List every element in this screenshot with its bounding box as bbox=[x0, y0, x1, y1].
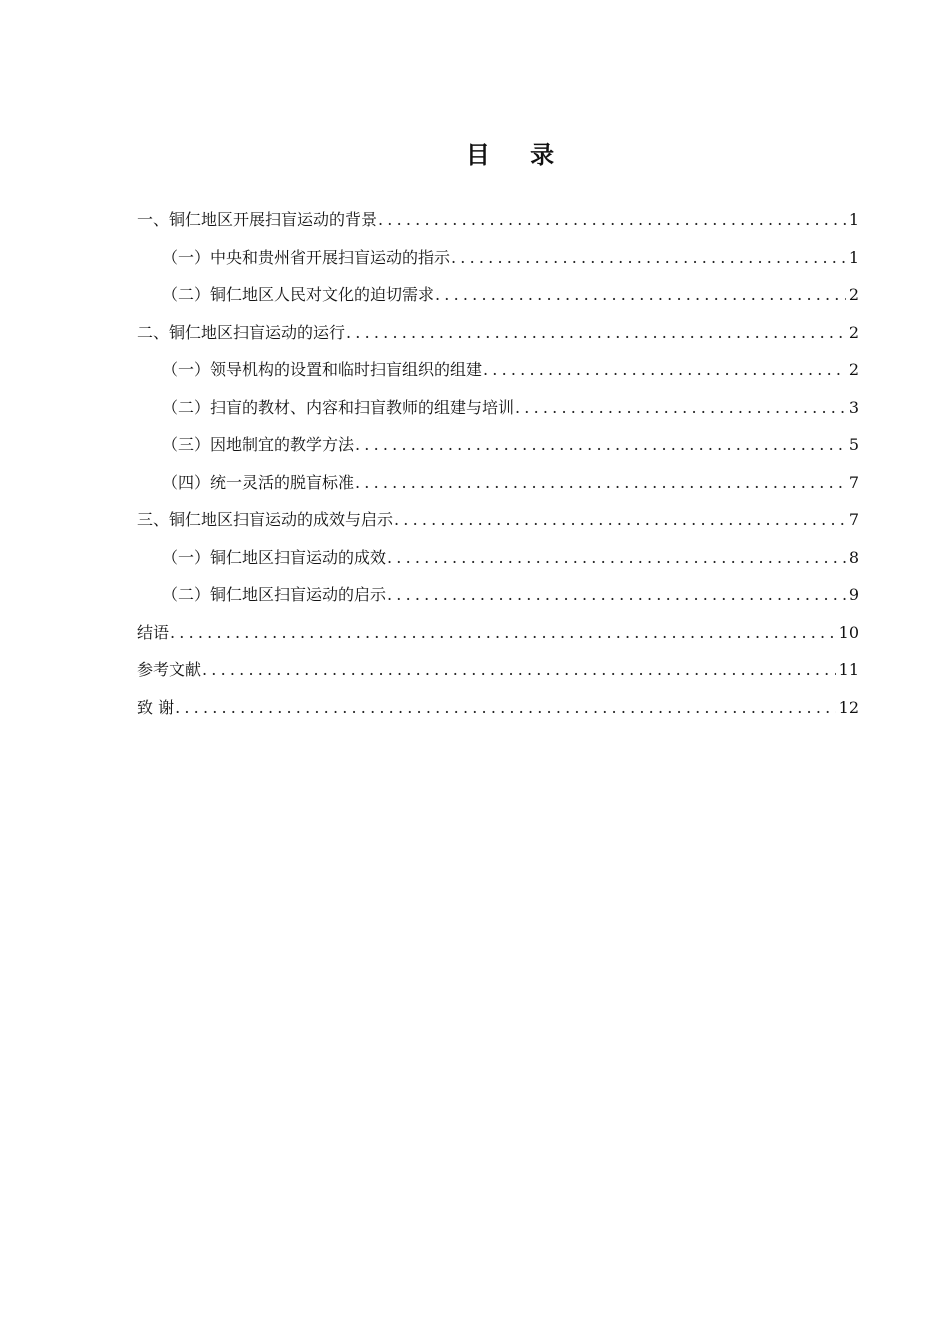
toc-entry[interactable] bbox=[137, 426, 859, 464]
toc-entry[interactable] bbox=[137, 464, 859, 502]
toc-page-number: 12 bbox=[838, 697, 859, 717]
toc-entry-title: （一）中央和贵州省开展扫盲运动的指示 bbox=[162, 247, 451, 267]
toc-entry[interactable] bbox=[137, 689, 859, 727]
toc-dot-leader bbox=[435, 276, 846, 314]
toc-entry-title: 参考文献 bbox=[137, 660, 202, 679]
toc-entry-title: （一）领导机构的设置和临时扫盲组织的组建 bbox=[162, 360, 483, 379]
toc-page-number: 1 bbox=[848, 247, 859, 267]
page-title: 目 录 bbox=[465, 141, 571, 169]
toc-dot-leader bbox=[387, 576, 846, 614]
toc-entry-title: （二）铜仁地区扫盲运动的启示 bbox=[162, 585, 387, 604]
toc-dot-leader bbox=[170, 614, 836, 652]
toc-page-number: 7 bbox=[848, 472, 859, 492]
toc-dot-leader bbox=[483, 351, 846, 389]
toc-page-number: 5 bbox=[848, 435, 859, 454]
toc-page-number: 2 bbox=[848, 360, 859, 379]
toc-dot-leader bbox=[355, 426, 846, 464]
toc-page-number: 11 bbox=[838, 660, 859, 679]
toc-page-number: 10 bbox=[838, 622, 859, 642]
toc-entry[interactable] bbox=[137, 351, 859, 389]
toc-dot-leader bbox=[515, 389, 846, 427]
toc-dot-leader bbox=[202, 651, 836, 689]
toc-dot-leader bbox=[378, 201, 846, 239]
toc-entry[interactable] bbox=[137, 539, 859, 577]
toc-page-number: 2 bbox=[848, 285, 859, 304]
toc-entry-title: 致 谢 bbox=[137, 697, 175, 717]
toc-entry[interactable] bbox=[137, 501, 859, 539]
toc-entry[interactable] bbox=[137, 239, 859, 277]
toc-entry-title: 二、铜仁地区扫盲运动的运行 bbox=[137, 322, 346, 342]
toc-page-number: 7 bbox=[848, 510, 859, 529]
toc-entry[interactable] bbox=[137, 651, 859, 689]
toc-entry-title: （二）铜仁地区人民对文化的迫切需求 bbox=[162, 285, 435, 304]
toc-entry-title: 结语 bbox=[137, 622, 170, 642]
toc-entry-title: 三、铜仁地区扫盲运动的成效与启示 bbox=[137, 510, 394, 529]
toc-page-number: 9 bbox=[848, 585, 859, 604]
toc-dot-leader bbox=[346, 314, 846, 352]
toc-entry[interactable] bbox=[137, 614, 859, 652]
toc-entry-title: （三）因地制宜的教学方法 bbox=[162, 435, 355, 454]
toc-entry[interactable] bbox=[137, 276, 859, 314]
toc-entry-title: （二）扫盲的教材、内容和扫盲教师的组建与培训 bbox=[162, 397, 515, 417]
toc-entry-title: （四）统一灵活的脱盲标准 bbox=[162, 472, 355, 492]
toc-page-number: 8 bbox=[848, 547, 859, 567]
toc-page-number: 1 bbox=[848, 210, 859, 229]
toc-dot-leader bbox=[175, 689, 836, 727]
toc-entry-title: （一）铜仁地区扫盲运动的成效 bbox=[162, 547, 387, 567]
toc-page-number: 2 bbox=[848, 322, 859, 342]
toc-dot-leader bbox=[387, 539, 846, 577]
toc-page-number: 3 bbox=[848, 397, 859, 417]
toc-entry[interactable] bbox=[137, 576, 859, 614]
table-of-contents bbox=[137, 201, 859, 726]
toc-entry[interactable] bbox=[137, 314, 859, 352]
toc-dot-leader bbox=[355, 464, 846, 502]
toc-dot-leader bbox=[451, 239, 846, 277]
toc-entry-title: 一、铜仁地区开展扫盲运动的背景 bbox=[137, 210, 378, 229]
toc-entry[interactable] bbox=[137, 389, 859, 427]
toc-dot-leader bbox=[394, 501, 846, 539]
toc-entry[interactable] bbox=[137, 201, 859, 239]
